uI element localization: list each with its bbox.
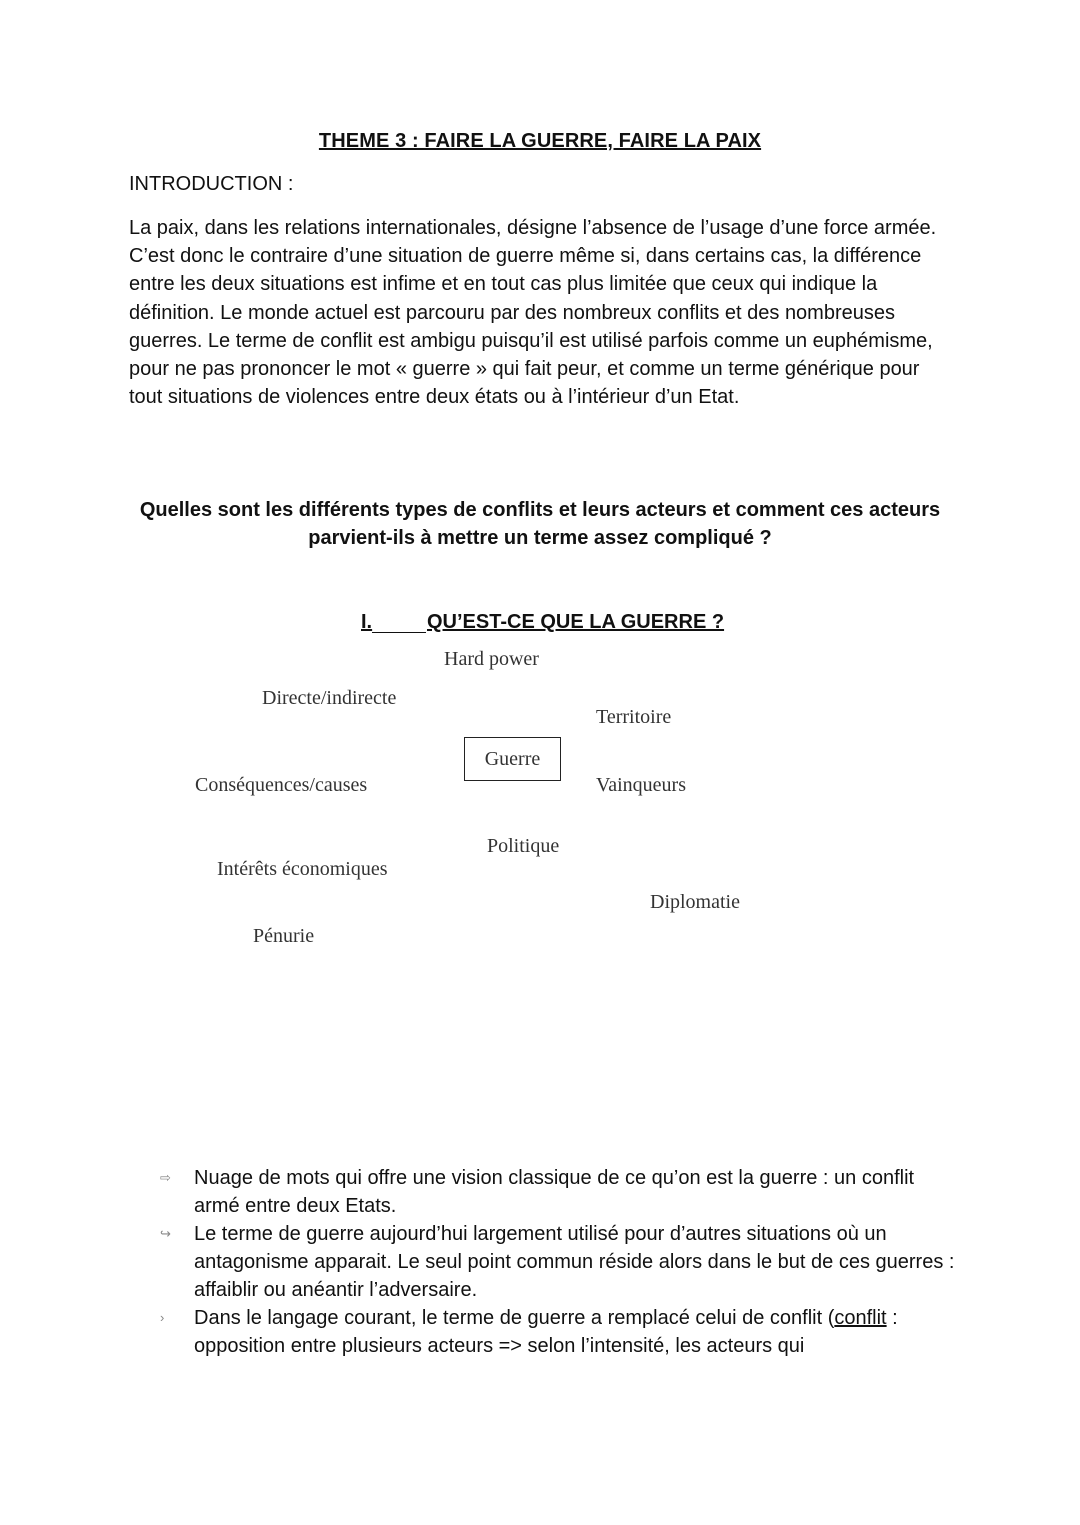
introduction-paragraph: La paix, dans les relations internationales, désigne l’absence de l’usage d’une force armée. C’est donc le contraire d’une situation de guerre même si, dans certains cas, la différence entre les deux situations est infime et en tout cas plus limitée que ceux qui indique la définition. Le monde actuel est parcouru par des nombreux conflits et des nombreuses guerres. Le terme de conflit est ambigu puisqu’il est utilisé parfois comme un euphémisme, pour ne pas prononcer le mot « guerre » qui fait peur, et comme un terme générique pour tout situations de violences entre deux états ou à l’intérieur d’un Etat. (129, 217, 937, 409)
word-diplomatie: Diplomatie (650, 891, 740, 913)
chevron-right-icon: › (160, 1310, 165, 1325)
word-directe-indirecte: Directe/indirecte (262, 687, 397, 709)
bullet-list (160, 1164, 960, 1360)
word-consequences-causes: Conséquences/causes (195, 774, 368, 796)
document-title: THEME 3 : FAIRE LA GUERRE, FAIRE LA PAIX (318, 130, 762, 152)
section-title: QU’EST-CE QUE LA GUERRE ? (427, 611, 725, 633)
word-cloud-center-box (464, 737, 561, 781)
section-heading-underline (372, 632, 426, 633)
word-vainqueurs: Vainqueurs (596, 774, 686, 796)
arrow-hook-icon: ↪ (160, 1226, 171, 1241)
bullet-text-before: Dans le langage courant, le terme de guerre a remplacé celui de conflit ( (194, 1307, 835, 1329)
word-penurie: Pénurie (253, 925, 315, 947)
bullet-text: Nuage de mots qui offre une vision classique de ce qu’on est la guerre : un conflit armé entre deux Etats. (194, 1167, 915, 1217)
bullet-text-after: : opposition entre plusieurs acteurs => selon l’intensité, les acteurs qui (194, 1307, 898, 1357)
problematic-question: Quelles sont les différents types de conflits et leurs acteurs et comment ces acteurs parvient-ils à mettre un terme assez compliqué ? (139, 499, 941, 549)
bullet-item (160, 1164, 960, 1220)
word-guerre: Guerre (484, 747, 541, 770)
word-politique: Politique (487, 835, 560, 857)
bullet-text: Le terme de guerre aujourd’hui largement utilisé pour d’autres situations où un antagonisme apparait. Le seul point commun réside alors dans le but de ces guerres : affaiblir ou anéantir l’adversaire. (194, 1223, 955, 1301)
section-number: I. (361, 611, 373, 633)
introduction-heading: INTRODUCTION : (129, 173, 294, 195)
arrow-outline-icon: ⇨ (160, 1170, 171, 1185)
term-conflit: conflit (834, 1307, 887, 1329)
word-hard-power: Hard power (444, 648, 539, 670)
bullet-item (160, 1220, 960, 1304)
word-interets-economiques: Intérêts économiques (217, 858, 388, 880)
bullet-item (160, 1304, 960, 1360)
word-territoire: Territoire (596, 706, 672, 728)
